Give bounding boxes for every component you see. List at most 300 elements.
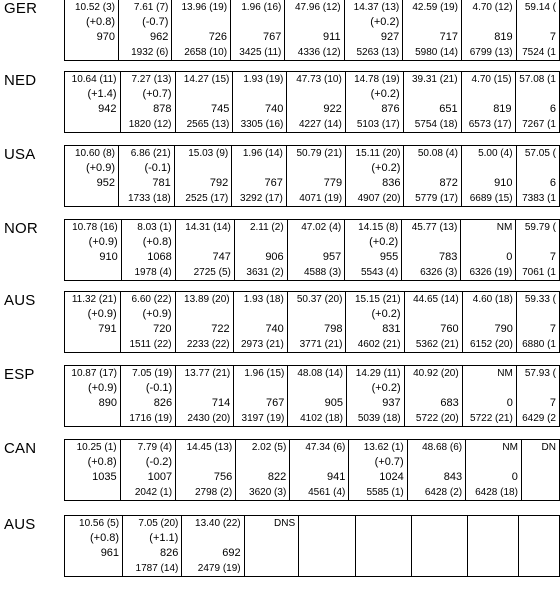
event-points: 760	[440, 323, 459, 335]
event-total: 6326 (19)	[469, 267, 513, 278]
event-points: 7	[549, 31, 556, 43]
athlete-block	[0, 516, 560, 576]
event-points: 756	[213, 471, 233, 483]
event-cell	[234, 366, 288, 427]
event-points: 779	[323, 177, 343, 189]
event-mark: 4.70 (12)	[472, 2, 513, 13]
country-code: USA	[4, 146, 36, 163]
event-total	[67, 117, 117, 132]
event-total: 3305 (16)	[240, 119, 284, 130]
event-points: 6	[549, 103, 556, 115]
event-mark: 13.62 (1)	[363, 442, 404, 453]
event-total: 7267 (1	[522, 119, 556, 130]
event-total: 4588 (3)	[303, 267, 342, 278]
event-points: 819	[493, 103, 512, 115]
country-code: GER	[4, 0, 38, 17]
event-total: 7061 (1	[522, 267, 556, 278]
table-row	[65, 72, 560, 133]
event-total	[524, 485, 556, 500]
event-mark: 1.96 (16)	[241, 2, 282, 13]
table-row	[65, 292, 560, 353]
event-wind	[405, 15, 458, 30]
event-total: 3771 (21)	[299, 339, 343, 350]
event-wind	[289, 161, 342, 176]
event-points: 783	[438, 251, 458, 263]
athlete-block	[0, 366, 560, 426]
event-wind	[519, 161, 556, 176]
event-mark: 48.68 (6)	[422, 442, 463, 453]
event-points: 792	[209, 177, 229, 189]
event-cell	[288, 366, 347, 427]
event-wind	[233, 15, 281, 30]
event-wind	[290, 381, 343, 396]
event-total: 3197 (19)	[241, 413, 285, 424]
event-total: 1716 (19)	[129, 413, 173, 424]
event-points: 717	[439, 31, 458, 43]
event-total: 2479 (19)	[197, 563, 241, 574]
event-total: 4336 (12)	[297, 47, 341, 58]
event-cell	[345, 72, 403, 133]
event-cell	[462, 292, 516, 353]
event-points: 876	[381, 103, 400, 115]
event-total: 2565 (13)	[186, 119, 230, 130]
event-points: 831	[382, 323, 401, 335]
event-mark: 57.93 (	[524, 368, 556, 379]
event-cell	[461, 220, 516, 281]
event-total: 5980 (14)	[415, 47, 458, 58]
event-cell	[411, 516, 467, 577]
event-cell	[461, 72, 515, 133]
event-wind	[290, 235, 342, 250]
event-total: 5362 (21)	[415, 339, 459, 350]
event-cell	[516, 146, 559, 207]
event-total: 2430 (20)	[187, 413, 231, 424]
event-wind	[524, 455, 556, 470]
event-total	[414, 561, 464, 576]
event-wind	[292, 455, 345, 470]
event-wind	[410, 455, 462, 470]
event-points	[470, 546, 516, 561]
event-grid	[64, 71, 560, 133]
event-points: 836	[382, 177, 401, 189]
event-total: 6152 (20)	[470, 339, 513, 350]
event-points: 962	[150, 31, 169, 43]
event-total: 5779 (17)	[415, 193, 458, 204]
event-total: 5543 (4)	[360, 267, 399, 278]
event-cell	[234, 220, 287, 281]
event-total: 2725 (5)	[193, 267, 231, 278]
event-total: 6573 (17)	[468, 119, 512, 130]
event-points: 927	[380, 31, 400, 43]
event-mark: 50.79 (21)	[296, 148, 343, 159]
event-points: 726	[208, 31, 228, 43]
country-code: CAN	[4, 440, 37, 457]
event-cell	[119, 0, 172, 61]
event-wind	[247, 531, 296, 546]
event-cell	[174, 146, 231, 207]
athlete-block	[0, 0, 560, 60]
event-wind: (-0.7)	[142, 16, 169, 28]
event-wind	[464, 161, 513, 176]
event-wind	[465, 381, 513, 396]
event-mark: 47.02 (4)	[301, 222, 342, 233]
event-points: 740	[265, 323, 284, 335]
event-total	[67, 45, 115, 60]
event-wind: (+0.2)	[371, 308, 401, 320]
event-cell	[462, 366, 516, 427]
event-points: 970	[96, 31, 115, 43]
table-row	[65, 220, 560, 281]
event-mark: 59.79 (	[524, 222, 556, 233]
event-wind	[470, 531, 516, 546]
event-mark: 47.73 (10)	[296, 74, 342, 85]
event-wind: (+0.2)	[370, 16, 400, 28]
event-total: 4907 (20)	[357, 193, 401, 204]
event-grid	[64, 219, 560, 281]
event-mark: 1.93 (18)	[243, 294, 284, 305]
event-points: 7	[549, 397, 556, 409]
event-total: 2525 (17)	[185, 193, 229, 204]
event-wind	[287, 15, 340, 30]
event-cell	[120, 440, 175, 501]
event-cell	[65, 292, 121, 353]
table-row	[65, 366, 560, 427]
event-wind	[407, 381, 459, 396]
event-mark: 10.25 (1)	[76, 442, 117, 453]
event-mark: 39.31 (21)	[411, 74, 458, 85]
event-mark: 15.11 (20)	[355, 148, 401, 159]
event-total: 4102 (18)	[300, 413, 343, 424]
event-total: 4227 (14)	[298, 119, 342, 130]
event-mark: 57.05 (	[524, 148, 556, 159]
event-cell	[121, 220, 175, 281]
event-wind	[521, 531, 556, 546]
event-points: 0	[506, 397, 513, 409]
event-total	[67, 485, 117, 500]
event-total: 6689 (15)	[469, 193, 513, 204]
event-cell	[345, 220, 402, 281]
country-code: ESP	[4, 366, 35, 383]
event-mark	[301, 516, 352, 531]
event-cell	[461, 146, 516, 207]
event-wind: (+0.2)	[371, 382, 401, 394]
event-cell	[65, 516, 123, 577]
event-total	[301, 561, 352, 576]
event-total: 6429 (2	[522, 413, 556, 424]
event-total: 4602 (21)	[357, 339, 401, 350]
event-cell	[119, 146, 175, 207]
event-wind	[464, 87, 512, 102]
event-grid	[64, 365, 560, 427]
event-total: 7383 (1	[522, 193, 556, 204]
event-points: 720	[153, 323, 172, 335]
athlete-block	[0, 72, 560, 132]
event-mark: 13.96 (19)	[181, 2, 228, 13]
event-mark: NM	[496, 222, 513, 233]
event-wind: (+0.9)	[88, 236, 118, 248]
event-cell	[176, 440, 236, 501]
event-wind	[235, 87, 283, 102]
event-mark: 14.45 (13)	[186, 442, 233, 453]
event-mark: 10.52 (3)	[74, 2, 115, 13]
event-points: 957	[322, 251, 342, 263]
event-wind	[464, 15, 513, 30]
event-wind	[174, 15, 227, 30]
event-points: 890	[98, 397, 117, 409]
event-points: 651	[439, 103, 458, 115]
event-wind	[518, 87, 556, 102]
event-mark: 14.31 (14)	[185, 222, 231, 233]
event-points: 790	[494, 323, 513, 335]
country-code: AUS	[4, 516, 36, 533]
event-total: 6428 (18)	[475, 487, 518, 498]
event-cell	[346, 366, 404, 427]
event-total	[67, 411, 117, 426]
event-wind: (+1.1)	[149, 532, 179, 544]
event-total	[67, 265, 118, 280]
event-mark: 10.56 (5)	[79, 518, 120, 529]
event-points	[247, 546, 296, 561]
event-wind: (+0.2)	[371, 162, 401, 174]
event-cell	[515, 72, 559, 133]
event-wind	[407, 307, 459, 322]
event-wind	[406, 161, 457, 176]
event-cell	[402, 220, 461, 281]
event-cell	[65, 220, 122, 281]
event-total: 5103 (17)	[356, 119, 400, 130]
event-total	[67, 191, 115, 206]
event-cell	[172, 0, 231, 61]
event-points: 1024	[379, 471, 404, 483]
event-points: 878	[153, 103, 172, 115]
event-total	[67, 337, 117, 352]
event-mark: 2.02 (5)	[251, 442, 287, 453]
event-wind	[518, 235, 556, 250]
event-wind: (+0.9)	[87, 308, 117, 320]
event-points: 747	[212, 251, 231, 263]
event-wind	[184, 531, 240, 546]
event-cell	[120, 292, 175, 353]
event-mark: 4.70 (15)	[471, 74, 512, 85]
event-mark: 11.32 (21)	[71, 294, 117, 305]
event-points	[524, 470, 556, 485]
event-mark: 13.77 (21)	[184, 368, 231, 379]
event-mark: 1.96 (14)	[242, 148, 283, 159]
event-mark: 44.65 (14)	[413, 294, 459, 305]
event-mark: 42.59 (19)	[412, 2, 458, 13]
event-points: 819	[494, 31, 513, 43]
event-cell	[516, 366, 559, 427]
event-wind: (+0.9)	[142, 308, 172, 320]
event-wind	[236, 307, 284, 322]
event-cell	[65, 72, 121, 133]
event-cell	[65, 0, 119, 61]
event-total: 3631 (2)	[246, 267, 284, 278]
event-cell	[175, 292, 233, 353]
event-total: 1932 (6)	[131, 47, 169, 58]
event-mark: 7.79 (4)	[137, 442, 173, 453]
event-cell	[65, 146, 119, 207]
event-mark: 15.15 (21)	[354, 294, 401, 305]
event-cell	[516, 292, 559, 353]
event-mark: 50.08 (4)	[417, 148, 458, 159]
event-wind	[519, 15, 556, 30]
event-mark: 6.60 (22)	[131, 294, 172, 305]
event-cell	[466, 440, 522, 501]
event-mark: 8.03 (1)	[137, 222, 172, 233]
event-wind	[177, 161, 228, 176]
event-points: 961	[100, 547, 120, 559]
event-total: 3425 (11)	[239, 47, 282, 58]
event-total: 5722 (21)	[470, 413, 513, 424]
event-grid	[64, 0, 560, 61]
event-total: 1787 (14)	[135, 563, 179, 574]
event-mark: 10.60 (8)	[74, 148, 115, 159]
event-wind: (-0.2)	[145, 456, 173, 468]
event-mark: 13.89 (20)	[184, 294, 230, 305]
event-points	[414, 546, 464, 561]
event-total: 6326 (3)	[420, 267, 458, 278]
event-mark: 7.05 (20)	[138, 518, 179, 529]
event-mark: 14.27 (15)	[183, 74, 230, 85]
event-mark: 40.92 (20)	[413, 368, 459, 379]
event-wind: (+1.4)	[87, 88, 117, 100]
event-points: 692	[222, 547, 241, 559]
event-points: 791	[98, 323, 117, 335]
event-points: 910	[494, 177, 513, 189]
event-mark: 57.08 (1	[519, 74, 556, 85]
event-wind	[406, 87, 458, 102]
event-total: 5754 (18)	[414, 119, 458, 130]
event-points: 872	[439, 177, 458, 189]
event-total: 5039 (18)	[357, 413, 401, 424]
event-total	[358, 561, 408, 576]
event-points: 822	[267, 471, 287, 483]
athlete-block	[0, 220, 560, 280]
event-total: 4071 (19)	[299, 193, 343, 204]
event-cell	[120, 72, 175, 133]
event-mark: 15.03 (9)	[188, 148, 229, 159]
event-mark: DNS	[274, 518, 296, 529]
event-wind: (+0.2)	[370, 88, 400, 100]
event-wind	[238, 455, 286, 470]
event-grid	[64, 439, 560, 501]
event-total: 2233 (22)	[186, 339, 230, 350]
event-mark: NM	[497, 368, 513, 379]
event-mark: 59.33 (	[524, 294, 556, 305]
event-cell	[120, 366, 175, 427]
event-mark: 45.77 (13)	[411, 222, 458, 233]
event-wind	[404, 235, 457, 250]
event-total: 1511 (22)	[129, 339, 172, 350]
event-wind	[519, 307, 556, 322]
event-total	[521, 561, 556, 576]
event-points: 937	[382, 397, 401, 409]
event-cell	[175, 72, 233, 133]
event-mark: 48.08 (14)	[297, 368, 343, 379]
event-total: 2973 (21)	[240, 339, 284, 350]
event-wind: (+0.9)	[87, 382, 117, 394]
event-total: 4561 (4)	[308, 487, 346, 498]
event-mark: DN	[541, 442, 556, 453]
event-cell	[290, 440, 349, 501]
event-mark: 10.64 (11)	[71, 74, 117, 85]
event-grid	[64, 515, 560, 577]
event-mark: 10.87 (17)	[71, 368, 117, 379]
event-cell	[516, 0, 559, 61]
event-points: 905	[324, 397, 343, 409]
event-points: 0	[506, 251, 513, 263]
event-points	[521, 546, 556, 561]
event-wind	[519, 381, 556, 396]
event-points: 740	[265, 103, 284, 115]
event-wind	[290, 307, 343, 322]
event-total: 3292 (17)	[240, 193, 283, 204]
event-cell	[349, 440, 407, 501]
event-points: 767	[263, 31, 282, 43]
event-points: 826	[153, 397, 173, 409]
event-mark	[521, 516, 556, 531]
event-mark: 14.15 (8)	[358, 222, 399, 233]
event-cell	[407, 440, 465, 501]
event-wind	[237, 235, 284, 250]
athlete-block	[0, 146, 560, 206]
event-points: 798	[324, 323, 343, 335]
event-points: 1007	[147, 471, 173, 483]
event-total: 2042 (1)	[134, 487, 173, 498]
event-wind	[234, 161, 283, 176]
event-points: 922	[323, 103, 342, 115]
event-wind: (+0.8)	[87, 456, 117, 468]
event-cell	[285, 0, 344, 61]
event-wind: (+0.8)	[142, 236, 172, 248]
event-mark: 7.27 (13)	[131, 74, 172, 85]
event-mark: 47.96 (12)	[295, 2, 341, 13]
event-cell	[233, 72, 287, 133]
event-cell	[182, 516, 244, 577]
event-mark: 7.61 (7)	[133, 2, 169, 13]
athlete-block	[0, 440, 560, 500]
event-points	[358, 546, 408, 561]
event-mark: 6.86 (21)	[130, 148, 171, 159]
event-cell	[404, 146, 461, 207]
event-mark: NM	[502, 442, 518, 453]
table-row	[65, 440, 560, 501]
event-wind: (+0.8)	[85, 16, 115, 28]
event-cell	[404, 292, 462, 353]
event-cell	[231, 0, 285, 61]
event-mark: 14.29 (11)	[355, 368, 401, 379]
event-points	[301, 546, 352, 561]
event-total: 6880 (1	[522, 339, 556, 350]
event-cell	[65, 366, 121, 427]
event-mark: 2.11 (2)	[249, 222, 284, 233]
event-cell	[346, 292, 404, 353]
event-mark: 14.37 (13)	[353, 2, 400, 13]
event-points: 843	[443, 471, 463, 483]
event-mark: 13.40 (22)	[195, 518, 241, 529]
event-cell	[287, 220, 345, 281]
event-points: 952	[96, 177, 115, 189]
event-total: 5263 (13)	[356, 47, 400, 58]
event-points: 906	[265, 251, 284, 263]
event-wind: (+0.2)	[369, 236, 399, 248]
table-row	[65, 516, 560, 577]
event-wind: (+0.7)	[142, 88, 172, 100]
event-mark	[414, 516, 464, 531]
event-mark	[358, 516, 408, 531]
event-points: 722	[211, 323, 230, 335]
